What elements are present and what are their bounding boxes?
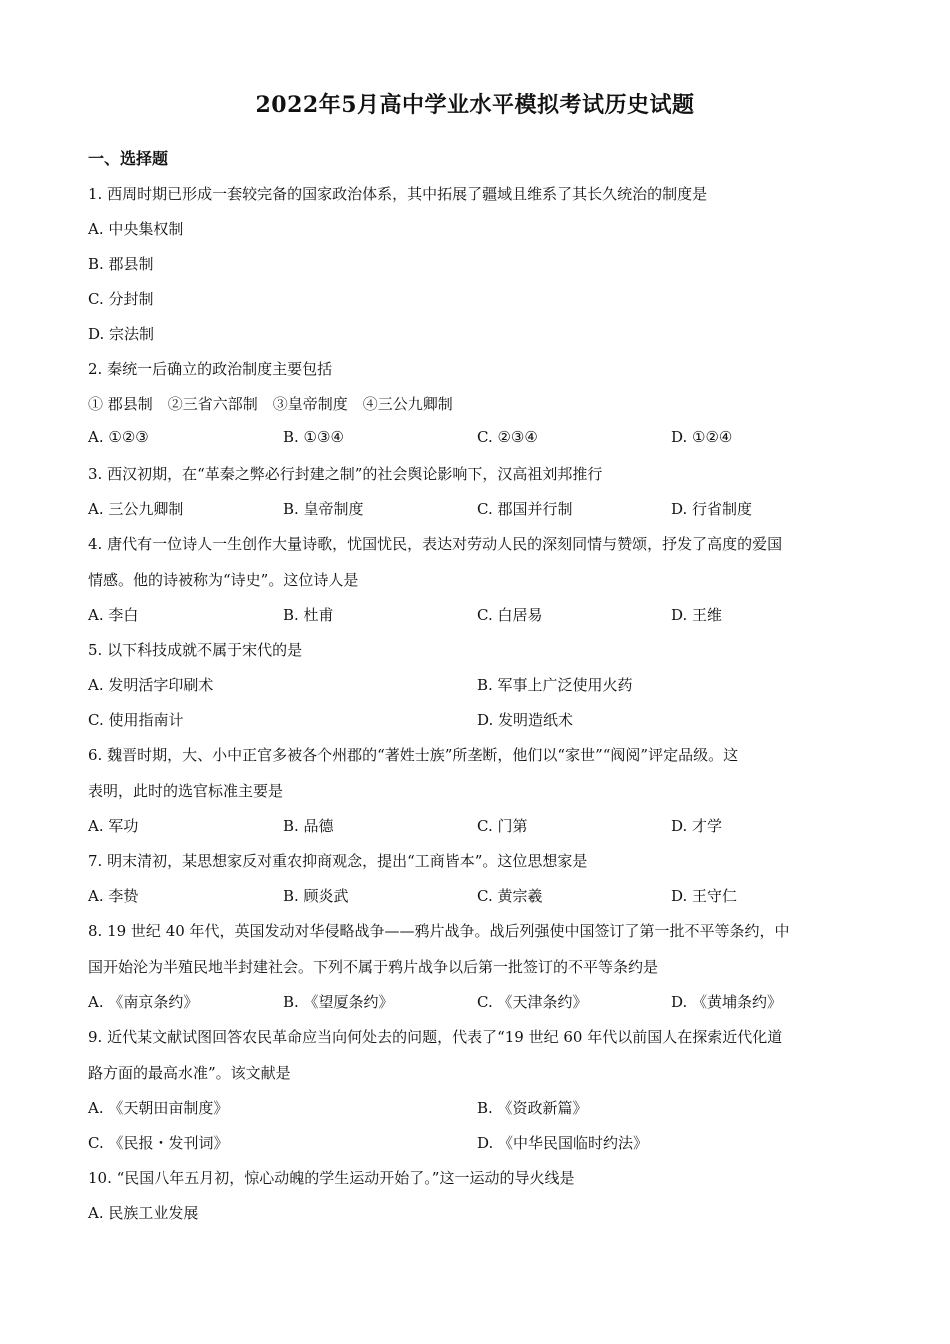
- question-1-option-d: D. 宗法制: [88, 325, 155, 343]
- question-2-option-b: B. ①③④: [283, 428, 344, 446]
- question-2-stem: 2. 秦统一后确立的政治制度主要包括: [88, 360, 333, 378]
- question-8-stem-line-2: 国开始沦为半殖民地半封建社会。下列不属于鸦片战争以后第一批签订的不平等条约是: [88, 958, 659, 976]
- question-4-option-a: A. 李白: [88, 606, 139, 624]
- question-6-option-c: C. 门第: [477, 817, 528, 835]
- question-10-option-a: A. 民族工业发展: [88, 1204, 199, 1222]
- question-3-option-d: D. 行省制度: [671, 500, 753, 518]
- question-1-option-a: A. 中央集权制: [88, 220, 184, 238]
- question-5-stem: 5. 以下科技成就不属于宋代的是: [88, 641, 303, 659]
- question-3-option-b: B. 皇帝制度: [283, 500, 364, 518]
- question-2-option-c: C. ②③④: [477, 428, 538, 446]
- question-8-option-a: A. 《南京条约》: [88, 993, 199, 1011]
- question-8-option-b: B. 《望厦条约》: [283, 993, 394, 1011]
- question-6-option-b: B. 品德: [283, 817, 334, 835]
- question-9-stem-line-1: 9. 近代某文献试图回答农民革命应当向何处去的问题，代表了“19 世纪 60 年代以前国人在探索近代化道: [88, 1028, 783, 1046]
- question-3-option-a: A. 三公九卿制: [88, 500, 184, 518]
- section-heading: 一、选择题: [88, 149, 169, 168]
- question-4-option-d: D. 王维: [671, 606, 723, 624]
- question-9-option-d: D. 《中华民国临时约法》: [477, 1134, 649, 1152]
- question-4-stem-line-1: 4. 唐代有一位诗人一生创作大量诗歌，忧国忧民，表达对劳动人民的深刻同情与赞颂，抒发了高度的爱国: [88, 535, 783, 553]
- question-4-stem-line-2: 情感。他的诗被称为“诗史”。这位诗人是: [88, 571, 359, 589]
- question-6-option-a: A. 军功: [88, 817, 139, 835]
- question-9-option-c: C. 《民报・发刊词》: [88, 1134, 229, 1152]
- question-10-stem: 10. “民国八年五月初，惊心动魄的学生运动开始了。”这一运动的导火线是: [88, 1169, 575, 1187]
- question-6-stem-line-2: 表明，此时的选官标准主要是: [88, 782, 284, 800]
- question-8-option-d: D. 《黄埔条约》: [671, 993, 783, 1011]
- question-8-option-c: C. 《天津条约》: [477, 993, 588, 1011]
- question-9-option-a: A. 《天朝田亩制度》: [88, 1099, 229, 1117]
- question-2-option-a: A. ①②③: [88, 428, 149, 446]
- question-7-option-c: C. 黄宗羲: [477, 887, 543, 905]
- question-7-stem: 7. 明末清初，某思想家反对重农抑商观念，提出“工商皆本”。这位思想家是: [88, 852, 588, 870]
- question-6-stem-line-1: 6. 魏晋时期，大、小中正官多被各个州郡的“著姓士族”所垄断，他们以“家世”“阀阅”评定品级。这: [88, 746, 739, 764]
- question-5-option-b: B. 军事上广泛使用火药: [477, 676, 633, 694]
- page-title: 2022年5月高中学业水平模拟考试历史试题: [255, 92, 695, 118]
- question-4-option-b: B. 杜甫: [283, 606, 334, 624]
- question-9-stem-line-2: 路方面的最高水准”。该文献是: [88, 1064, 291, 1082]
- question-9-option-b: B. 《资政新篇》: [477, 1099, 588, 1117]
- question-2-option-d: D. ①②④: [671, 428, 733, 446]
- question-7-option-b: B. 顾炎武: [283, 887, 349, 905]
- question-4-option-c: C. 白居易: [477, 606, 543, 624]
- question-2-items: ① 郡县制 ②三省六部制 ③皇帝制度 ④三公九卿制: [88, 395, 453, 413]
- question-5-option-c: C. 使用指南计: [88, 711, 184, 729]
- question-1-option-b: B. 郡县制: [88, 255, 154, 273]
- question-7-option-d: D. 王守仁: [671, 887, 738, 905]
- question-3-option-c: C. 郡国并行制: [477, 500, 573, 518]
- question-1-option-c: C. 分封制: [88, 290, 154, 308]
- question-3-stem: 3. 西汉初期，在“革秦之弊必行封建之制”的社会舆论影响下，汉高祖刘邦推行: [88, 465, 603, 483]
- question-8-stem-line-1: 8. 19 世纪 40 年代，英国发动对华侵略战争——鸦片战争。战后列强使中国签订了第一批不平等条约，中: [88, 922, 790, 940]
- question-7-option-a: A. 李贽: [88, 887, 139, 905]
- question-6-option-d: D. 才学: [671, 817, 723, 835]
- question-5-option-a: A. 发明活字印刷术: [88, 676, 214, 694]
- question-1-stem: 1. 西周时期已形成一套较完备的国家政治体系，其中拓展了疆域且维系了其长久统治的制度是: [88, 185, 708, 203]
- question-5-option-d: D. 发明造纸术: [477, 711, 574, 729]
